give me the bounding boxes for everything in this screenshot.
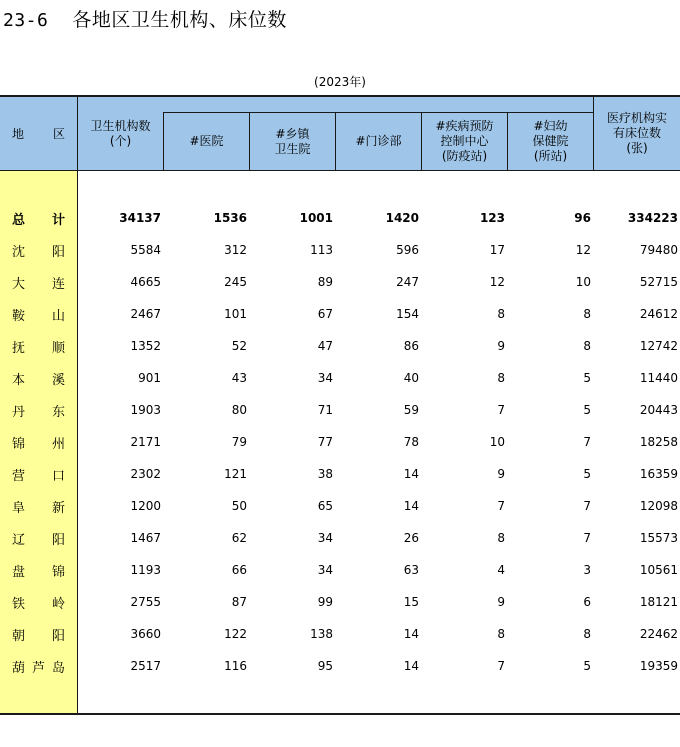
table-cell: 14	[403, 627, 419, 641]
table-cell: 89	[317, 275, 333, 289]
region-name	[0, 522, 77, 554]
table-cell: 9	[497, 339, 505, 353]
table-cell: 7	[497, 499, 505, 513]
header-region-char: 地	[12, 127, 25, 141]
table-cell: 67	[317, 307, 333, 321]
table-cell: 80	[231, 403, 247, 417]
region-name	[0, 554, 77, 586]
region-name-char: 朝	[12, 628, 26, 644]
table-cell: 78	[403, 435, 419, 449]
header-line: 医疗机构实	[606, 111, 667, 125]
header-bottom-rule	[0, 170, 680, 171]
table-row	[0, 522, 680, 554]
header-line: 保健院	[532, 134, 569, 148]
region-name-char: 顺	[51, 340, 65, 356]
table-row	[0, 586, 680, 618]
header-line: (张)	[626, 141, 648, 155]
header-line: #妇幼	[533, 119, 568, 133]
header-line: 卫生院	[274, 141, 311, 156]
table-row	[0, 234, 680, 266]
header-line: 卫生机构数	[90, 118, 151, 133]
header-line: 控制中心	[440, 134, 489, 148]
table-cell: 38	[317, 467, 333, 481]
region-name	[0, 266, 77, 298]
table-cell: 122	[224, 627, 247, 641]
table-cell: 138	[310, 627, 333, 641]
header-line: #医院	[189, 134, 224, 148]
region-name-char: 本	[12, 372, 26, 388]
table-cell: 79480	[639, 243, 678, 257]
table-number: 23-6	[3, 10, 49, 31]
table-cell: 1536	[213, 211, 247, 225]
table-cell: 10	[575, 275, 591, 289]
table-cell: 5	[583, 659, 591, 673]
region-name-char: 阳	[51, 532, 65, 548]
region-name-char: 丹	[12, 404, 26, 420]
table-cell: 8	[583, 627, 591, 641]
header-line: (所站)	[533, 149, 568, 163]
table-cell: 14	[403, 659, 419, 673]
region-name-char: 计	[51, 212, 65, 228]
region-name-char: 州	[51, 436, 65, 452]
table-cell: 22462	[639, 627, 678, 641]
table-cell: 1420	[385, 211, 419, 225]
table-cell: 43	[231, 371, 247, 385]
header-line: (防疫站)	[441, 149, 488, 163]
table-cell: 79	[231, 435, 247, 449]
table-cell: 245	[224, 275, 247, 289]
header-township	[250, 113, 335, 170]
region-name-char: 抚	[12, 340, 26, 356]
header-line: (个)	[109, 133, 132, 148]
table-cell: 121	[224, 467, 247, 481]
region-name-char: 阳	[51, 244, 65, 260]
table-cell: 34137	[119, 211, 161, 225]
table-cell: 50	[231, 499, 247, 513]
table-cell: 312	[224, 243, 247, 257]
region-name-char: 锦	[51, 564, 65, 580]
table-cell: 5	[583, 467, 591, 481]
table-cell: 334223	[627, 211, 678, 225]
table-cell: 8	[583, 339, 591, 353]
region-name-char: 溪	[51, 372, 65, 388]
table-cell: 52715	[639, 275, 678, 289]
table-cell: 3660	[130, 627, 161, 641]
table-cell: 596	[396, 243, 419, 257]
table-cell: 10561	[639, 563, 678, 577]
region-name	[0, 458, 77, 490]
table-row	[0, 362, 680, 394]
table-cell: 14	[403, 499, 419, 513]
table-cell: 34	[317, 371, 333, 385]
table-cell: 2171	[130, 435, 161, 449]
table-cell: 8	[497, 627, 505, 641]
table-cell: 87	[231, 595, 247, 609]
table-cell: 154	[396, 307, 419, 321]
table-cell: 1352	[130, 339, 161, 353]
table-cell: 2517	[130, 659, 161, 673]
table-cell: 123	[479, 211, 505, 225]
table-cell: 5	[583, 371, 591, 385]
region-name-char: 铁	[12, 596, 26, 612]
table-cell: 1467	[130, 531, 161, 545]
table-cell: 12098	[639, 499, 678, 513]
year-label: (2023年)	[314, 75, 366, 89]
table-cell: 62	[231, 531, 247, 545]
bottom-rule	[0, 713, 680, 715]
table-cell: 5	[583, 403, 591, 417]
header-beds	[594, 97, 680, 170]
table-cell: 15573	[639, 531, 678, 545]
table-cell: 7	[497, 403, 505, 417]
table-cell: 26	[403, 531, 419, 545]
table-cell: 99	[317, 595, 333, 609]
table-cell: 52	[231, 339, 247, 353]
table-cell: 116	[224, 659, 247, 673]
table-cell: 9	[497, 467, 505, 481]
region-name-char: 盘	[12, 564, 26, 580]
table-cell: 16359	[639, 467, 678, 481]
region-name-char: 口	[51, 468, 65, 484]
region-name-char: 大	[12, 276, 26, 292]
region-name-char: 山	[51, 308, 65, 324]
header-hospital	[164, 113, 249, 170]
region-name	[0, 330, 77, 362]
table-row	[0, 618, 680, 650]
table-cell: 71	[317, 403, 333, 417]
region-name-char: 东	[51, 404, 65, 420]
region-name-char: 葫	[12, 660, 26, 676]
region-name	[0, 202, 77, 234]
table-row	[0, 394, 680, 426]
table-cell: 47	[317, 339, 333, 353]
table-cell: 4	[497, 563, 505, 577]
table-row	[0, 426, 680, 458]
region-name-char: 沈	[12, 244, 26, 260]
region-name	[0, 650, 77, 682]
table-cell: 12742	[639, 339, 678, 353]
header-maternal	[508, 113, 593, 170]
table-row	[0, 554, 680, 586]
table-cell: 101	[224, 307, 247, 321]
header-line: 有床位数	[612, 126, 661, 140]
table-cell: 20443	[639, 403, 678, 417]
region-name-char: 连	[51, 276, 65, 292]
table-cell: 66	[231, 563, 247, 577]
table-cell: 9	[497, 595, 505, 609]
header-clinic	[336, 113, 421, 170]
table-cell: 40	[403, 371, 419, 385]
table-row	[0, 490, 680, 522]
region-name	[0, 490, 77, 522]
header-cdc	[422, 113, 507, 170]
table-cell: 63	[403, 563, 419, 577]
table-cell: 12	[489, 275, 505, 289]
header-institutions	[78, 97, 163, 170]
region-name	[0, 234, 77, 266]
table-cell: 18121	[639, 595, 678, 609]
table-cell: 2755	[130, 595, 161, 609]
region-name	[0, 426, 77, 458]
region-name-char: 总	[12, 212, 26, 228]
table-cell: 113	[310, 243, 333, 257]
header-region	[0, 97, 77, 170]
table-cell: 247	[396, 275, 419, 289]
table-row	[0, 266, 680, 298]
region-name	[0, 298, 77, 330]
header-region-char: 区	[52, 127, 65, 141]
table-row	[0, 298, 680, 330]
region-name-char: 鞍	[12, 308, 26, 324]
table-cell: 96	[574, 211, 591, 225]
table-cell: 3	[583, 563, 591, 577]
table-cell: 18258	[639, 435, 678, 449]
table-cell: 10	[489, 435, 505, 449]
table-cell: 7	[583, 499, 591, 513]
table-cell: 14	[403, 467, 419, 481]
table-cell: 34	[317, 563, 333, 577]
table-row	[0, 330, 680, 362]
table-cell: 2302	[130, 467, 161, 481]
header-line: #疾病预防	[435, 119, 494, 133]
table-row	[0, 458, 680, 490]
table-cell: 95	[317, 659, 333, 673]
table-cell: 15	[403, 595, 419, 609]
region-name-char: 辽	[12, 532, 26, 548]
table-cell: 12	[575, 243, 591, 257]
table-cell: 8	[497, 371, 505, 385]
table-cell: 1001	[299, 211, 333, 225]
region-name-char: 阜	[12, 500, 26, 516]
region-name-char: 岛	[51, 660, 65, 676]
table-cell: 34	[317, 531, 333, 545]
table-cell: 7	[497, 659, 505, 673]
header-line: #门诊部	[355, 134, 402, 148]
total-row	[0, 202, 680, 234]
table-cell: 11440	[639, 371, 678, 385]
region-name-char: 芦	[31, 660, 45, 676]
table-cell: 5584	[130, 243, 161, 257]
table-cell: 86	[403, 339, 419, 353]
region-name-char: 阳	[51, 628, 65, 644]
table-cell: 17	[489, 243, 505, 257]
table-cell: 901	[138, 371, 161, 385]
region-name	[0, 394, 77, 426]
table-cell: 1193	[130, 563, 161, 577]
region-name-char: 岭	[51, 596, 65, 612]
table-cell: 8	[583, 307, 591, 321]
page-title	[3, 5, 287, 32]
table-cell: 19359	[639, 659, 678, 673]
table-cell: 1903	[130, 403, 161, 417]
region-name	[0, 586, 77, 618]
region-name-char: 锦	[12, 436, 26, 452]
table-cell: 2467	[130, 307, 161, 321]
table-cell: 7	[583, 435, 591, 449]
table-cell: 24612	[639, 307, 678, 321]
table-row	[0, 650, 680, 682]
table-cell: 77	[317, 435, 333, 449]
table-cell: 6	[583, 595, 591, 609]
region-name	[0, 618, 77, 650]
table-cell: 4665	[130, 275, 161, 289]
table-title: 各地区卫生机构、床位数	[72, 9, 287, 31]
region-name-char: 营	[12, 468, 26, 484]
table-cell: 8	[497, 531, 505, 545]
table-cell: 1200	[130, 499, 161, 513]
header-line: #乡镇	[275, 126, 310, 141]
table-cell: 59	[403, 403, 419, 417]
region-name-char: 新	[51, 500, 65, 516]
region-name	[0, 362, 77, 394]
table-cell: 7	[583, 531, 591, 545]
table-cell: 8	[497, 307, 505, 321]
table-cell: 65	[317, 499, 333, 513]
